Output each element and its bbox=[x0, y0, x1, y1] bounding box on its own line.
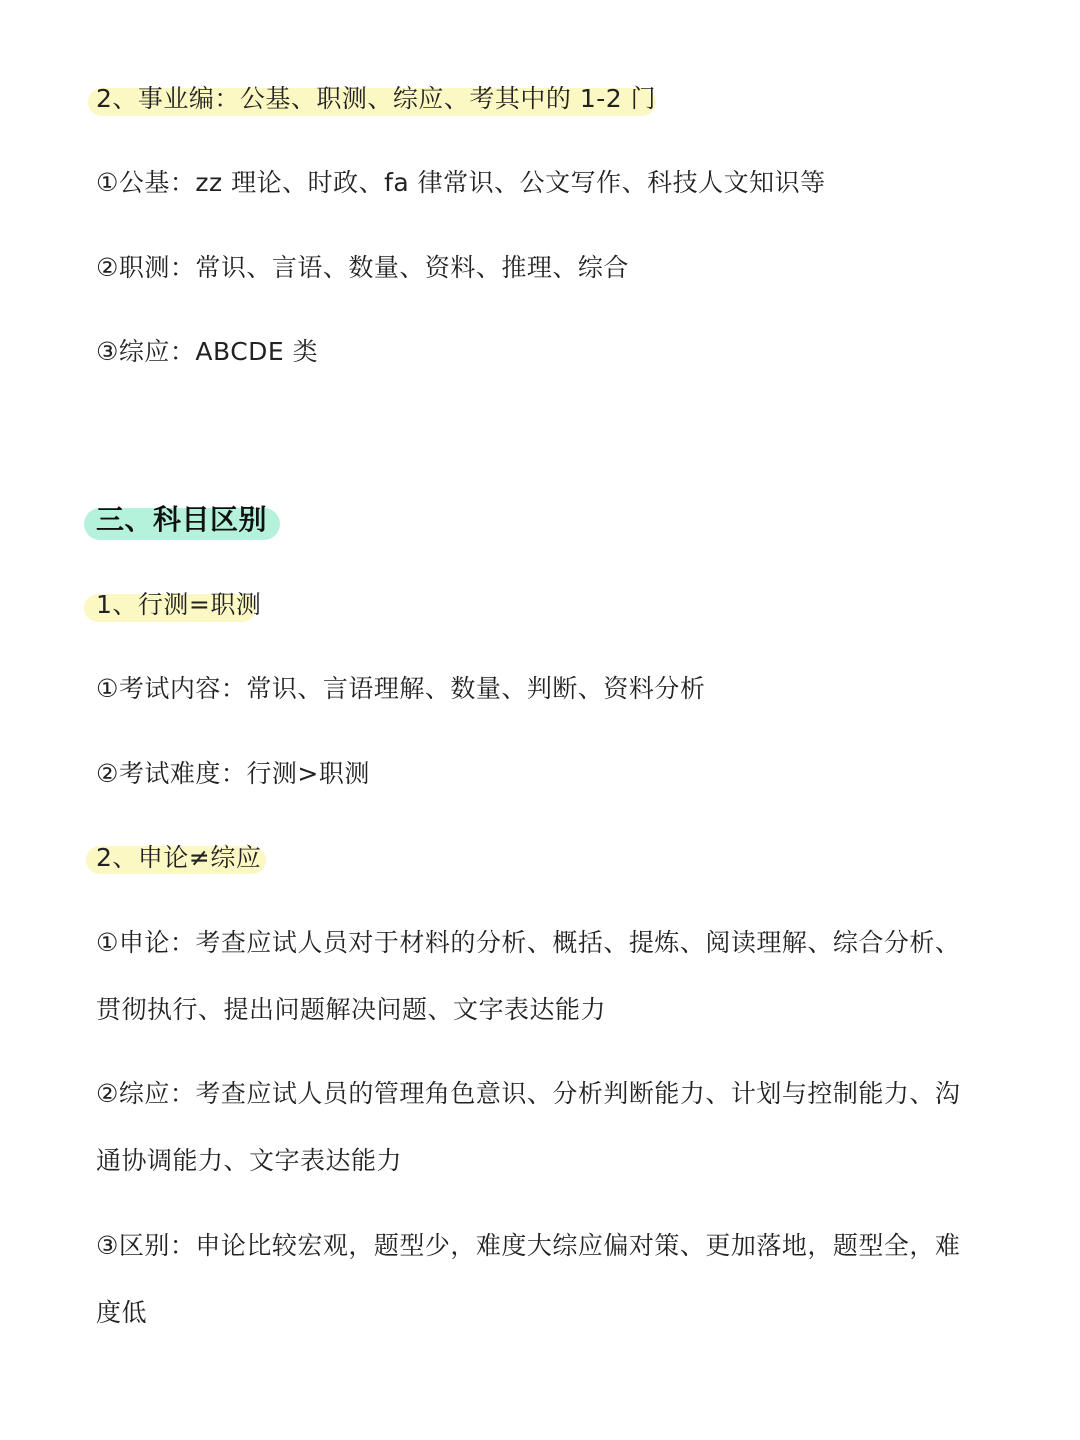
section-2-item-2: ②职测：常识、言语、数量、资料、推理、综合 bbox=[96, 253, 629, 282]
subheader-2: 2、申论≠综应 bbox=[96, 843, 262, 872]
sub-2-item-3-line-1: ③区别：申论比较宏观，题型少，难度大综应偏对策、更加落地，题型全，难 bbox=[96, 1231, 961, 1260]
sub-2-item-3-line-2: 度低 bbox=[96, 1298, 148, 1327]
sub-2-item-1-line-1: ①申论：考查应试人员对于材料的分析、概括、提炼、阅读理解、综合分析、 bbox=[96, 928, 961, 957]
sub-2-item-2-line-2: 通协调能力、文字表达能力 bbox=[96, 1146, 403, 1175]
section-2-item-1: ①公基：zz 理论、时政、fa 律常识、公文写作、科技人文知识等 bbox=[96, 168, 826, 197]
section-2-header: 2、事业编：公基、职测、综应、考其中的 1-2 门 bbox=[96, 84, 657, 113]
section-3-title: 三、科目区别 bbox=[96, 503, 268, 536]
sub-2-item-1-line-2: 贯彻执行、提出问题解决问题、文字表达能力 bbox=[96, 995, 607, 1024]
sub-1-item-2: ②考试难度：行测>职测 bbox=[96, 759, 370, 788]
sub-1-item-1: ①考试内容：常识、言语理解、数量、判断、资料分析 bbox=[96, 674, 706, 703]
subheader-1: 1、行测=职测 bbox=[96, 590, 262, 619]
sub-2-item-2-line-1: ②综应：考查应试人员的管理角色意识、分析判断能力、计划与控制能力、沟 bbox=[96, 1079, 961, 1108]
section-2-item-3: ③综应：ABCDE 类 bbox=[96, 337, 319, 366]
